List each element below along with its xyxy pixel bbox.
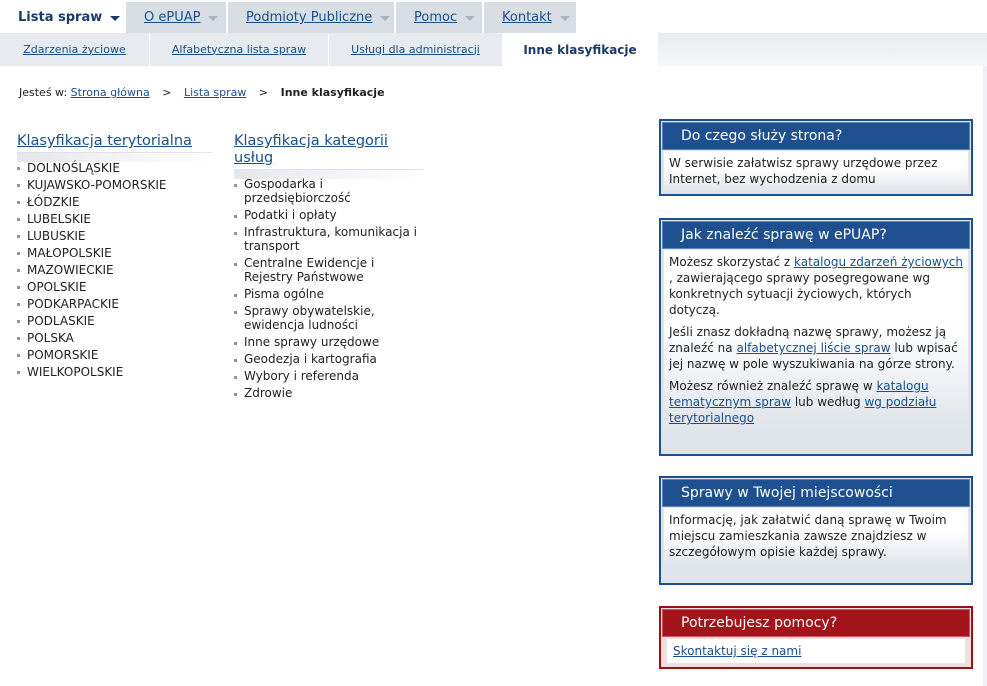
chevron-down-icon: [208, 16, 218, 21]
territorial-list: [17, 160, 212, 381]
category-link[interactable]: Infrastruktura, komunikacja i transport: [234, 225, 424, 253]
region-link[interactable]: DOLNOŚLĄSKIE: [17, 160, 212, 177]
region-link[interactable]: OPOLSKIE: [17, 279, 212, 296]
tab-label: Podmioty Publiczne: [246, 10, 373, 25]
territorial-heading-link[interactable]: Klasyfikacja terytorialna: [17, 133, 192, 149]
region-link[interactable]: ŁÓDZKIE: [17, 194, 212, 211]
subtab-inne-klasyfikacje[interactable]: [503, 33, 658, 66]
sub-navigation: [0, 33, 658, 66]
info-paragraph: [669, 378, 963, 426]
subtab-label: Usługi dla administracji: [351, 42, 480, 56]
category-list: [234, 177, 424, 400]
category-link[interactable]: Inne sprawy urzędowe: [234, 335, 424, 349]
info-box-text: W serwisie załatwisz sprawy urzędowe przez Internet, bez wychodzenia z domu: [669, 156, 938, 186]
info-box-text: Informację, jak załatwić daną sprawę w Twoim miejscu zamieszkania zawsze znajdziesz w szczegółowym opisie każdej sprawy.: [669, 513, 947, 559]
category-link[interactable]: Podatki i opłaty: [234, 208, 424, 222]
category-link[interactable]: Centralne Ewidencje i Rejestry Państwowe: [234, 256, 424, 284]
info-box-how-to-find: [659, 218, 973, 456]
info-box-body: [664, 250, 968, 432]
info-paragraph: [669, 324, 963, 372]
chevron-down-icon: [380, 16, 390, 21]
contact-us-link[interactable]: Skontaktuj się z nami: [673, 644, 802, 658]
breadcrumb-current: Inne klasyfikacje: [280, 86, 385, 99]
region-link[interactable]: PODLASKIE: [17, 313, 212, 330]
tab-label: Kontakt: [502, 10, 552, 25]
info-box-local-matters: [659, 476, 973, 585]
subnav-background: [658, 33, 987, 66]
breadcrumb-separator: >: [258, 86, 269, 99]
region-link[interactable]: PODKARPACKIE: [17, 296, 212, 313]
subtab-label: Inne klasyfikacje: [523, 42, 637, 57]
region-link[interactable]: LUBUSKIE: [17, 228, 212, 245]
help-box-body: [667, 639, 965, 663]
region-link[interactable]: WIELKOPOLSKIE: [17, 364, 212, 381]
text-span: Jeśli znasz dokładną nazwę sprawy, możesz ją znaleźć na: [669, 325, 947, 355]
category-link[interactable]: Geodezja i kartografia: [234, 352, 424, 366]
subtab-alfabetyczna-lista[interactable]: [150, 33, 329, 65]
territorial-division-link[interactable]: wg podziału terytorialnego: [669, 395, 937, 425]
thematic-catalog-link[interactable]: katalogu tematycznym spraw: [669, 379, 929, 409]
category-link[interactable]: Sprawy obywatelskie, ewidencja ludności: [234, 304, 424, 332]
region-link[interactable]: MAZOWIECKIE: [17, 262, 212, 279]
breadcrumb: [19, 86, 385, 99]
breadcrumb-prefix: Jesteś w:: [19, 86, 68, 99]
alphabetical-list-link[interactable]: alfabetycznej liście spraw: [736, 341, 891, 355]
category-link[interactable]: Zdrowie: [234, 386, 424, 400]
region-link[interactable]: LUBELSKIE: [17, 211, 212, 228]
category-classification: [234, 133, 424, 403]
breadcrumb-separator: >: [162, 86, 172, 99]
subtab-zdarzenia-zyciowe[interactable]: [0, 33, 150, 65]
info-box-title: Sprawy w Twojej miejscowości: [662, 479, 970, 507]
help-box: [659, 606, 973, 669]
breadcrumb-list-link[interactable]: Lista spraw: [183, 86, 247, 99]
category-link[interactable]: Pisma ogólne: [234, 287, 424, 301]
chevron-down-icon: [560, 16, 570, 21]
text-span: , zawierającego sprawy posegregowane wg konkretnych sytuacji życiowych, których dotyczą.: [669, 271, 931, 317]
info-box-purpose: [659, 119, 973, 196]
text-span: lub wpisać jej nazwę w pole wyszukiwania na górze strony.: [669, 341, 958, 371]
chevron-down-icon: [465, 16, 475, 21]
info-paragraph: [669, 254, 963, 318]
subtab-uslugi-dla-administracji[interactable]: [329, 33, 503, 65]
category-heading-link[interactable]: Klasyfikacja kategorii usług: [234, 133, 388, 166]
tab-podmioty-publiczne[interactable]: [228, 2, 396, 33]
info-box-body: [664, 151, 968, 193]
region-link[interactable]: MAŁOPOLSKIE: [17, 245, 212, 262]
info-box-title: Do czego służy strona?: [662, 122, 970, 150]
life-events-catalog-link[interactable]: katalogu zdarzeń życiowych: [794, 255, 963, 269]
tab-lista-spraw[interactable]: [0, 2, 126, 33]
chevron-down-icon: [110, 16, 120, 21]
breadcrumb-home-link[interactable]: Strona główna: [70, 86, 150, 99]
region-link[interactable]: POMORSKIE: [17, 347, 212, 364]
tab-pomoc[interactable]: [396, 2, 484, 33]
text-span: Możesz skorzystać z: [669, 255, 795, 269]
subtab-label: Zdarzenia życiowe: [23, 42, 126, 56]
tab-label: Pomoc: [414, 10, 458, 25]
category-link[interactable]: Wybory i referenda: [234, 369, 424, 383]
tab-label: O ePUAP: [144, 10, 201, 25]
tab-o-epuap[interactable]: [126, 2, 228, 33]
region-link[interactable]: POLSKA: [17, 330, 212, 347]
category-link[interactable]: Gospodarka i przedsiębiorczość: [234, 177, 424, 205]
help-box-title: Potrzebujesz pomocy?: [662, 609, 970, 637]
info-box-body: [664, 508, 968, 566]
text-span: lub według: [791, 395, 865, 409]
text-span: Możesz również znaleźć sprawę w: [669, 379, 877, 393]
tab-label: Lista spraw: [18, 10, 103, 25]
tab-kontakt[interactable]: [484, 2, 578, 33]
info-box-title: Jak znaleźć sprawę w ePUAP?: [662, 221, 970, 249]
territorial-classification: [17, 133, 212, 381]
subtab-label: Alfabetyczna lista spraw: [171, 42, 307, 56]
top-navigation: [0, 0, 987, 33]
region-link[interactable]: KUJAWSKO-POMORSKIE: [17, 177, 212, 194]
